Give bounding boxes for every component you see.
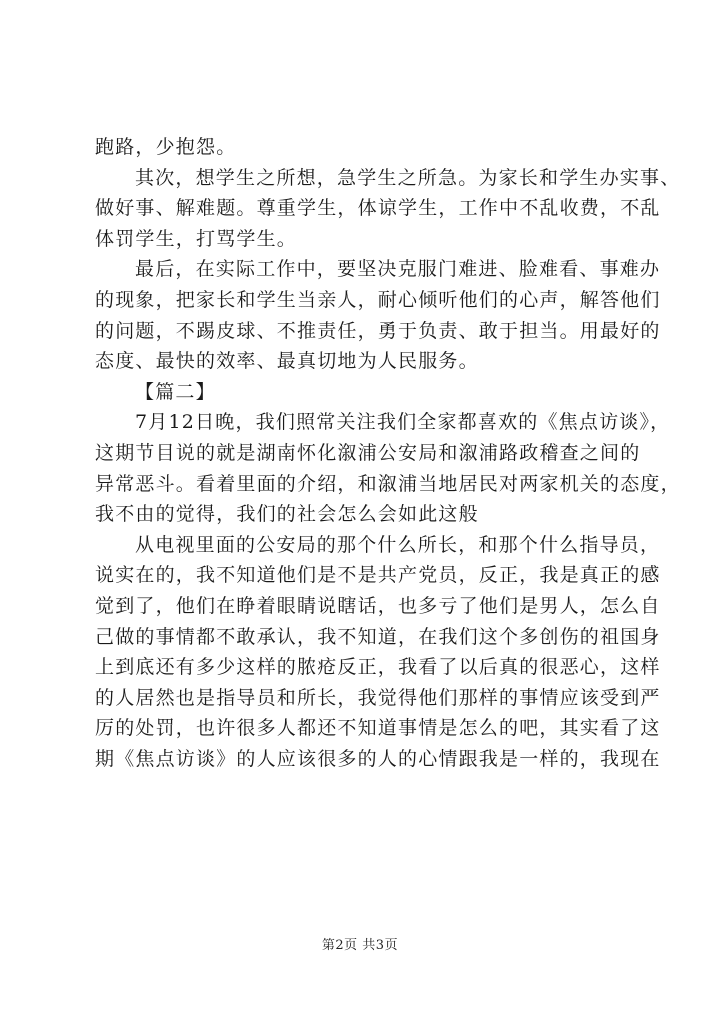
text-line: 体罚学生，打骂学生。 [95,227,298,250]
text-line: 跑路，少抱怨。 [95,136,237,158]
text-line: 的现象，把家长和学生当亲人，耐心倾听他们的心声，解答他们 [95,288,661,311]
text-line: 说实在的，我不知道他们是不是共产党员，反正，我是真正的感 [95,564,661,587]
text-line: 异常恶斗。看着里面的介绍，和溆浦当地居民对两家机关的态度， [95,472,681,495]
text-line: 最后，在实际工作中，要坚决克服门难进、脸难看、事难办 [135,258,661,281]
text-line: 的人居然也是指导员和所长，我觉得他们那样的事情应该受到严 [95,686,661,709]
section-heading: 【篇二】 [135,380,216,403]
text-line: 己做的事情都不敢承认，我不知道，在我们这个多创伤的祖国身 [95,625,661,648]
text-line: 7月12日晚，我们照常关注我们全家都喜欢的《焦点访谈》， [135,411,671,434]
text-line: 觉到了，他们在睁着眼睛说瞎话，也多亏了他们是男人，怎么自 [95,594,661,617]
text-line: 其次，想学生之所想，急学生之所急。为家长和学生办实事、 [135,166,681,189]
text-line: 我不由的觉得，我们的社会怎么会如此这般 [95,503,479,526]
body-text [95,132,681,774]
text-line: 做好事、解难题。尊重学生，体谅学生，工作中不乱收费，不乱 [95,197,661,220]
text-line: 厉的处罚，也许很多人都还不知道事情是怎么的吧，其实看了这 [95,717,661,740]
text-line: 从电视里面的公安局的那个什么所长，和那个什么指导员， [135,533,661,556]
text-line: 上到底还有多少这样的脓疮反正，我看了以后真的很恶心，这样 [95,656,661,679]
text-line: 的问题，不踢皮球、不推责任，勇于负责、敢于担当。用最好的 [95,319,661,342]
page-footer [0,934,720,953]
page-number: 第2页 共3页 [321,938,399,953]
text-line: 态度、最快的效率、最真切地为人民服务。 [95,350,479,373]
text-line: 这期节目说的就是湖南怀化溆浦公安局和溆浦路政稽查之间的 [95,441,641,464]
text-line: 期《焦点访谈》的人应该很多的人的心情跟我是一样的，我现在 [95,747,661,770]
